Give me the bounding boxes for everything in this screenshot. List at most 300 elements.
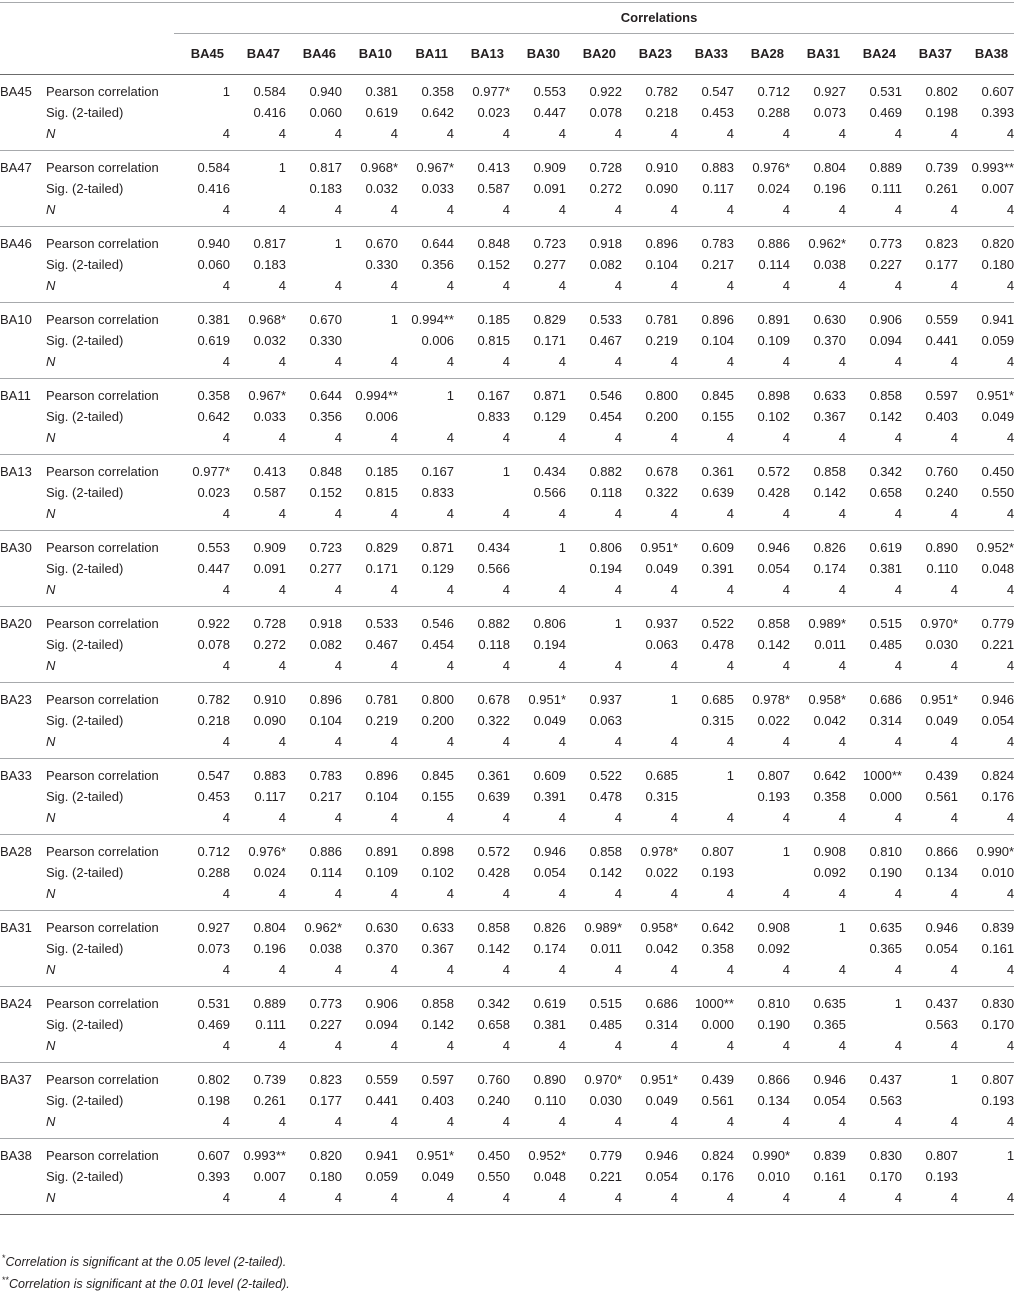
- table-cell: 0.597: [925, 388, 958, 403]
- table-cell: 4: [454, 655, 510, 683]
- table-cell: [342, 330, 398, 351]
- table-cell: 0.110: [534, 1093, 566, 1108]
- table-cell: 4: [622, 351, 678, 379]
- table-cell: 0.817: [309, 160, 342, 175]
- table-cell: 4: [454, 959, 510, 987]
- table-cell: 0.033: [253, 409, 286, 424]
- table-cell: 0.393: [197, 1169, 230, 1184]
- table-cell: 0.200: [421, 713, 454, 728]
- table-cell: 0.572: [757, 464, 790, 479]
- table-cell: 0.820: [981, 236, 1014, 251]
- table-cell: 0.358: [197, 388, 230, 403]
- stat-label: Pearson correlation: [46, 540, 159, 555]
- table-cell: 4: [902, 655, 958, 683]
- table-cell: 4: [790, 1187, 846, 1215]
- table-row: [0, 558, 1014, 579]
- table-cell: 0.104: [701, 333, 734, 348]
- table-cell: 0.059: [365, 1169, 398, 1184]
- table-cell: 4: [454, 579, 510, 607]
- table-cell: 4: [510, 123, 566, 151]
- table-cell: 0.946: [925, 920, 958, 935]
- table-cell: 0.891: [757, 312, 790, 327]
- table-cell: 4: [678, 655, 734, 683]
- table-cell: 0.760: [477, 1072, 510, 1087]
- table-cell: 0.416: [253, 105, 286, 120]
- table-cell: 0.781: [365, 692, 398, 707]
- table-cell: 4: [958, 883, 1014, 911]
- table-cell: 0.739: [253, 1072, 286, 1087]
- table-cell: 0.167: [477, 388, 510, 403]
- table-cell: 0.547: [197, 768, 230, 783]
- footnote-2: [2, 1273, 290, 1295]
- table-cell: 4: [902, 123, 958, 151]
- table-cell: 0.968*: [248, 312, 286, 327]
- table-cell: 4: [174, 959, 230, 987]
- table-cell: 0.686: [645, 996, 678, 1011]
- table-cell: 0.118: [590, 485, 622, 500]
- table-cell: 4: [398, 1187, 454, 1215]
- table-cell: 0.434: [477, 540, 510, 555]
- table-cell: 4: [678, 351, 734, 379]
- table-cell: 0.728: [589, 160, 622, 175]
- table-cell: 0.142: [477, 941, 510, 956]
- table-cell: 0.630: [813, 312, 846, 327]
- table-cell: 0.807: [925, 1148, 958, 1163]
- table-row: [0, 710, 1014, 731]
- table-cell: 0.161: [981, 941, 1014, 956]
- table-cell: 0.858: [813, 464, 846, 479]
- table-cell: 0.783: [701, 236, 734, 251]
- table-cell: 0.635: [869, 920, 902, 935]
- table-cell: 4: [790, 579, 846, 607]
- table-cell: 0.453: [701, 105, 734, 120]
- table-cell: 4: [286, 1035, 342, 1063]
- table-cell: 4: [342, 1035, 398, 1063]
- table-cell: 0.288: [757, 105, 790, 120]
- table-cell: 4: [790, 199, 846, 227]
- table-cell: 0.823: [925, 236, 958, 251]
- stat-label: Pearson correlation: [46, 388, 159, 403]
- table-cell: 0.198: [197, 1093, 230, 1108]
- table-cell: 4: [622, 959, 678, 987]
- table-cell: 0.450: [477, 1148, 510, 1163]
- table-cell: 4: [454, 123, 510, 151]
- table-cell: 0.559: [365, 1072, 398, 1087]
- table-cell: 0.806: [589, 540, 622, 555]
- table-cell: 0.240: [925, 485, 958, 500]
- table-cell: 0.219: [365, 713, 398, 728]
- row-area-label: BA33: [0, 768, 32, 783]
- table-cell: 4: [734, 1187, 790, 1215]
- stat-label: Sig. (2-tailed): [46, 561, 124, 576]
- table-cell: 4: [902, 427, 958, 455]
- row-area-label: BA20: [0, 616, 32, 631]
- table-row: [0, 1035, 1014, 1063]
- table-cell: 1: [782, 844, 790, 859]
- table-cell: 0.091: [533, 181, 566, 196]
- table-cell: 0.890: [925, 540, 958, 555]
- table-row: [0, 1090, 1014, 1111]
- table-cell: [566, 634, 622, 655]
- table-cell: 0.054: [813, 1093, 846, 1108]
- table-cell: 0.469: [197, 1017, 230, 1032]
- table-cell: 0.365: [813, 1017, 846, 1032]
- table-row: [0, 379, 1014, 407]
- table-row: [0, 987, 1014, 1015]
- table-row: [0, 123, 1014, 151]
- table-cell: 0.728: [253, 616, 286, 631]
- table-cell: 4: [622, 1187, 678, 1215]
- table-cell: 0.607: [981, 84, 1014, 99]
- table-cell: 4: [510, 1187, 566, 1215]
- table-cell: 0.060: [309, 105, 342, 120]
- table-cell: 0.082: [589, 257, 622, 272]
- table-cell: 0.272: [589, 181, 622, 196]
- table-cell: 4: [454, 731, 510, 759]
- table-cell: 0.871: [533, 388, 566, 403]
- table-cell: 0.330: [309, 333, 342, 348]
- table-cell: 0.908: [757, 920, 790, 935]
- table-cell: 0.114: [310, 865, 342, 880]
- table-cell: 0.908: [813, 844, 846, 859]
- table-cell: 0.142: [813, 485, 846, 500]
- table-cell: 0.547: [701, 84, 734, 99]
- table-cell: 0.142: [421, 1017, 454, 1032]
- table-cell: 1: [670, 692, 678, 707]
- table-cell: 0.833: [477, 409, 510, 424]
- table-cell: 0.779: [981, 616, 1014, 631]
- table-cell: 1: [278, 160, 286, 175]
- table-cell: 4: [790, 1035, 846, 1063]
- table-cell: 0.910: [253, 692, 286, 707]
- stat-label: Sig. (2-tailed): [46, 789, 124, 804]
- table-cell: 4: [342, 731, 398, 759]
- table-cell: 4: [510, 427, 566, 455]
- table-cell: 0.782: [645, 84, 678, 99]
- table-row: [0, 607, 1014, 635]
- table-cell: 0.272: [253, 637, 286, 652]
- table-row: [0, 178, 1014, 199]
- table-cell: 0.882: [477, 616, 510, 631]
- table-cell: 4: [454, 1035, 510, 1063]
- stat-label: Pearson correlation: [46, 844, 159, 859]
- stat-label: N: [46, 579, 174, 607]
- table-cell: 1: [838, 920, 846, 935]
- table-cell: 0.054: [645, 1169, 678, 1184]
- table-cell: 0.467: [589, 333, 622, 348]
- table-cell: 0.240: [477, 1093, 510, 1108]
- table-cell: 4: [566, 1187, 622, 1215]
- table-cell: 0.807: [701, 844, 734, 859]
- table-cell: 4: [958, 655, 1014, 683]
- table-cell: 0.909: [253, 540, 286, 555]
- table-cell: 4: [734, 655, 790, 683]
- table-cell: 0.896: [701, 312, 734, 327]
- table-cell: 4: [510, 807, 566, 835]
- table-cell: 0.639: [701, 485, 734, 500]
- row-area-label: BA30: [0, 540, 32, 555]
- table-cell: 0.183: [253, 257, 286, 272]
- table-cell: 4: [678, 731, 734, 759]
- table-cell: [622, 710, 678, 731]
- table-cell: 0.584: [197, 160, 230, 175]
- table-cell: 0.826: [533, 920, 566, 935]
- table-cell: 0.217: [701, 257, 734, 272]
- table-cell: 4: [230, 731, 286, 759]
- table-row: [0, 1014, 1014, 1035]
- table-cell: 0.866: [925, 844, 958, 859]
- table-cell: 4: [566, 655, 622, 683]
- stat-label: Sig. (2-tailed): [46, 257, 124, 272]
- table-row: [0, 330, 1014, 351]
- table-cell: 0.937: [589, 692, 622, 707]
- stat-label: Sig. (2-tailed): [46, 1093, 124, 1108]
- table-cell: 4: [678, 807, 734, 835]
- table-cell: 0.403: [421, 1093, 454, 1108]
- column-header: BA31: [790, 34, 846, 75]
- table-cell: 0.183: [309, 181, 342, 196]
- table-cell: 4: [398, 731, 454, 759]
- table-cell: 0.830: [981, 996, 1014, 1011]
- column-header: BA11: [398, 34, 454, 75]
- table-cell: 1: [390, 312, 398, 327]
- table-cell: 4: [230, 1111, 286, 1139]
- table-cell: 0.858: [869, 388, 902, 403]
- table-cell: 0.437: [925, 996, 958, 1011]
- table-cell: 4: [286, 807, 342, 835]
- table-cell: 4: [174, 427, 230, 455]
- table-cell: 0.439: [701, 1072, 734, 1087]
- table-cell: 0.553: [533, 84, 566, 99]
- table-cell: 0.485: [589, 1017, 622, 1032]
- table-cell: 0.171: [365, 561, 398, 576]
- table-cell: 0.890: [533, 1072, 566, 1087]
- table-cell: 0.712: [197, 844, 230, 859]
- table-cell: 4: [678, 1035, 734, 1063]
- table-cell: 0.049: [645, 561, 678, 576]
- stat-label: Sig. (2-tailed): [46, 181, 124, 196]
- table-cell: 0.829: [365, 540, 398, 555]
- table-cell: 0.194: [589, 561, 622, 576]
- table-cell: 4: [230, 503, 286, 531]
- table-cell: 0.871: [421, 540, 454, 555]
- table-cell: [230, 178, 286, 199]
- table-cell: 4: [510, 883, 566, 911]
- stat-label: N: [46, 275, 174, 303]
- table-cell: 0.845: [421, 768, 454, 783]
- table-cell: 1: [502, 464, 510, 479]
- table-cell: 0.367: [421, 941, 454, 956]
- table-cell: 0.227: [869, 257, 902, 272]
- table-cell: 4: [286, 959, 342, 987]
- table-cell: 4: [566, 275, 622, 303]
- table-cell: 0.023: [197, 485, 230, 500]
- table-cell: 4: [622, 731, 678, 759]
- table-cell: 0.227: [309, 1017, 342, 1032]
- table-cell: 0.142: [869, 409, 902, 424]
- table-cell: 0.619: [365, 105, 398, 120]
- table-cell: 0.322: [645, 485, 678, 500]
- table-cell: 0.802: [197, 1072, 230, 1087]
- table-cell: 4: [622, 655, 678, 683]
- table-cell: 0.678: [645, 464, 678, 479]
- row-area-label: BA28: [0, 844, 32, 859]
- table-cell: 4: [790, 503, 846, 531]
- table-cell: 0.011: [814, 637, 846, 652]
- table-cell: 0.889: [253, 996, 286, 1011]
- table-cell: 4: [678, 427, 734, 455]
- table-cell: 4: [734, 579, 790, 607]
- table-cell: 1: [950, 1072, 958, 1087]
- table-title: Correlations: [174, 3, 1014, 34]
- table-row: [0, 1139, 1014, 1167]
- table-cell: 0.922: [589, 84, 622, 99]
- table-cell: 0.218: [645, 105, 678, 120]
- table-cell: 4: [902, 1111, 958, 1139]
- table-cell: 0.185: [365, 464, 398, 479]
- table-cell: [510, 558, 566, 579]
- table-cell: 4: [958, 807, 1014, 835]
- table-cell: 4: [958, 959, 1014, 987]
- table-cell: 0.810: [869, 844, 902, 859]
- table-cell: 4: [174, 123, 230, 151]
- table-cell: 0.428: [477, 865, 510, 880]
- table-cell: 0.515: [869, 616, 902, 631]
- table-cell: 0.609: [701, 540, 734, 555]
- table-cell: 4: [230, 1035, 286, 1063]
- table-cell: 0.152: [477, 257, 510, 272]
- table-cell: 4: [734, 731, 790, 759]
- table-cell: 0.038: [813, 257, 846, 272]
- stat-label: Pearson correlation: [46, 312, 159, 327]
- table-cell: 0.063: [645, 637, 678, 652]
- table-cell: 4: [230, 199, 286, 227]
- table-cell: 0.839: [813, 1148, 846, 1163]
- table-cell: 0.102: [421, 865, 454, 880]
- table-cell: 0.194: [533, 637, 566, 652]
- table-cell: 0.109: [757, 333, 790, 348]
- table-cell: 0.314: [645, 1017, 678, 1032]
- table-cell: 0.823: [309, 1072, 342, 1087]
- table-cell: 0.022: [757, 713, 790, 728]
- table-cell: 4: [902, 199, 958, 227]
- table-cell: 0.078: [589, 105, 622, 120]
- table-cell: 0.830: [869, 1148, 902, 1163]
- table-cell: 0.441: [365, 1093, 398, 1108]
- table-cell: 0.553: [197, 540, 230, 555]
- table-cell: 0.566: [477, 561, 510, 576]
- column-header: BA24: [846, 34, 902, 75]
- table-cell: 0.572: [477, 844, 510, 859]
- row-area-label: BA13: [0, 464, 32, 479]
- table-cell: 0.977*: [472, 84, 510, 99]
- table-cell: 0.102: [757, 409, 790, 424]
- table-cell: 4: [230, 959, 286, 987]
- table-cell: 0.978*: [640, 844, 678, 859]
- table-cell: 0.010: [981, 865, 1014, 880]
- stat-label: Pearson correlation: [46, 84, 159, 99]
- table-cell: 0.658: [869, 485, 902, 500]
- table-cell: 4: [454, 199, 510, 227]
- table-cell: 4: [398, 655, 454, 683]
- stat-label: Pearson correlation: [46, 1148, 159, 1163]
- table-cell: 0.531: [197, 996, 230, 1011]
- stat-label: Pearson correlation: [46, 616, 159, 631]
- table-cell: 4: [846, 1187, 902, 1215]
- table-cell: 4: [846, 427, 902, 455]
- table-cell: 0.906: [869, 312, 902, 327]
- table-cell: 0.686: [869, 692, 902, 707]
- row-area-label: BA23: [0, 692, 32, 707]
- table-row: [0, 959, 1014, 987]
- table-cell: 0.587: [477, 181, 510, 196]
- table-cell: 0.824: [701, 1148, 734, 1163]
- table-cell: 0.024: [253, 865, 286, 880]
- table-cell: 0.927: [197, 920, 230, 935]
- table-cell: 0.054: [533, 865, 566, 880]
- table-row: [0, 482, 1014, 503]
- table-cell: 4: [846, 199, 902, 227]
- table-cell: 4: [566, 351, 622, 379]
- table-cell: 0.042: [645, 941, 678, 956]
- table-cell: 4: [286, 199, 342, 227]
- table-cell: 4: [286, 1111, 342, 1139]
- table-cell: 0.889: [869, 160, 902, 175]
- table-cell: 0.546: [421, 616, 454, 631]
- table-cell: 0.221: [589, 1169, 622, 1184]
- table-cell: 4: [846, 503, 902, 531]
- table-cell: 0.007: [981, 181, 1014, 196]
- table-row: [0, 1111, 1014, 1139]
- table-cell: 0.000: [869, 789, 902, 804]
- table-cell: 4: [230, 655, 286, 683]
- stat-label: N: [46, 1111, 174, 1139]
- stat-label: Sig. (2-tailed): [46, 105, 124, 120]
- table-cell: 4: [398, 503, 454, 531]
- footnote-text: Correlation is significant at the 0.01 level (2-tailed).: [9, 1277, 290, 1291]
- table-cell: 0.810: [757, 996, 790, 1011]
- table-cell: 4: [734, 883, 790, 911]
- table-cell: 4: [342, 275, 398, 303]
- table-cell: 4: [958, 503, 1014, 531]
- table-cell: 0.559: [925, 312, 958, 327]
- table-cell: 0.909: [533, 160, 566, 175]
- table-cell: 4: [286, 503, 342, 531]
- table-cell: 0.111: [255, 1017, 286, 1032]
- table-cell: 4: [510, 731, 566, 759]
- table-cell: 0.049: [421, 1169, 454, 1184]
- table-cell: 0.678: [477, 692, 510, 707]
- table-cell: 0.898: [421, 844, 454, 859]
- table-cell: 4: [566, 123, 622, 151]
- table-cell: 0.619: [197, 333, 230, 348]
- table-cell: 4: [678, 123, 734, 151]
- table-cell: 0.033: [421, 181, 454, 196]
- table-cell: 4: [902, 275, 958, 303]
- table-cell: 4: [510, 199, 566, 227]
- table-cell: 0.563: [869, 1093, 902, 1108]
- table-cell: 4: [958, 731, 1014, 759]
- table-cell: 0.261: [925, 181, 958, 196]
- table-cell: 0.994**: [411, 312, 454, 327]
- table-cell: 0.962*: [304, 920, 342, 935]
- table-cell: 4: [174, 1035, 230, 1063]
- table-row: [0, 862, 1014, 883]
- table-cell: 0.531: [869, 84, 902, 99]
- table-cell: 4: [286, 427, 342, 455]
- table-cell: 0.584: [253, 84, 286, 99]
- stat-label: N: [46, 199, 174, 227]
